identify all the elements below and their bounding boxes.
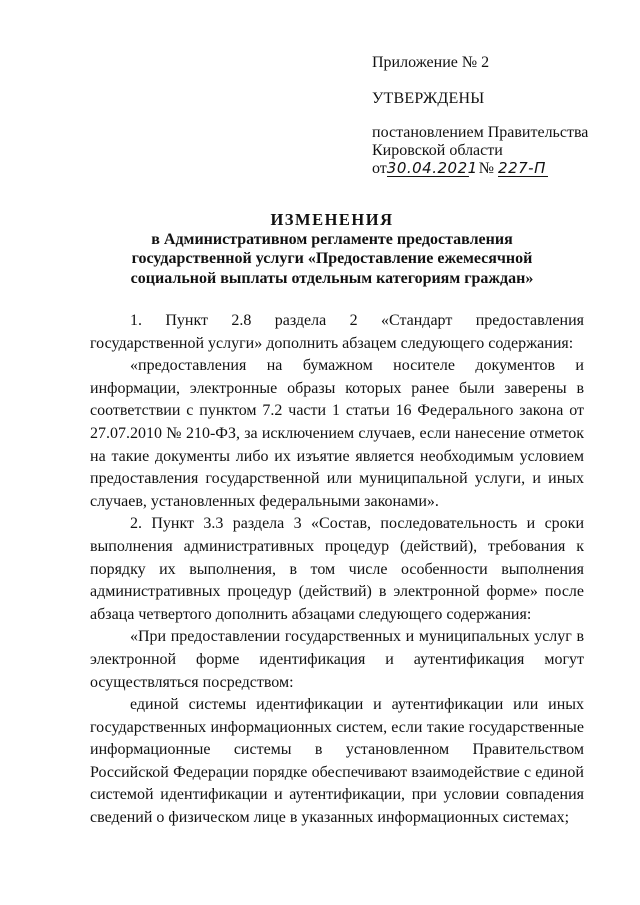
handwritten-number: 227-П xyxy=(498,160,548,177)
number-label: № xyxy=(478,160,495,177)
document-body xyxy=(90,310,584,830)
approved-heading: УТВЕРЖДЕНЫ xyxy=(372,90,485,107)
decree-text: постановлением Правительства xyxy=(372,124,589,141)
appendix-number: Приложение № 2 xyxy=(372,54,490,71)
region-text: Кировской области xyxy=(372,142,503,159)
paragraph-1: 1. Пункт 2.8 раздела 2 «Стандарт предоставления государственной услуги» дополнить абзацем следующего содержания: xyxy=(90,312,584,352)
paragraph-3: 2. Пункт 3.3 раздела 3 «Состав, последовательность и сроки выполнения административных процедур (действий), требования к порядку их выполнения, в том числе особенности выполнения административных процедур (действий) в электронной форме» после абзаца четвертого дополнить абзацами следующего содержания: xyxy=(90,515,584,623)
decree-date-number xyxy=(372,160,548,178)
paragraph-5: единой системы идентификации и аутентификации или иных государственных информационных систем, если такие государственные информационные системы в установленном Правительством Российской Федерации порядке обеспечивают взаимодействие с единой системой идентификации и аутентификации, при условии совпадения сведений о физическом лице в указанных информационных системах; xyxy=(90,696,584,827)
from-label: от xyxy=(372,160,387,177)
paragraph-2: «предоставления на бумажном носителе документов и информации, электронные образы которых ранее были заверены в соответствии с пунктом 7.2 части 1 статьи 16 Федерального закона от 27.07.2010 № 210-ФЗ, за исключением случаев, если нанесение отметок на такие документы либо их изъятие является необходимым условием предоставления государственной или муниципальной услуги, и иных случаев, установленных федеральными законами». xyxy=(90,357,584,510)
title-line-2: в Административном регламенте предоставления xyxy=(151,230,513,248)
paragraph-4: «При предоставлении государственных и муниципальных услуг в электронной форме идентификация и аутентификация могут осуществляться посредством: xyxy=(90,628,584,691)
title-line-4: социальной выплаты отдельным категориям граждан» xyxy=(130,269,534,287)
title-line-1: ИЗМЕНЕНИЯ xyxy=(270,210,394,229)
title-line-3: государственной услуги «Предоставление ежемесячной xyxy=(131,250,533,267)
handwritten-date: 30.04.2021 xyxy=(386,159,478,177)
document-title xyxy=(112,210,552,288)
